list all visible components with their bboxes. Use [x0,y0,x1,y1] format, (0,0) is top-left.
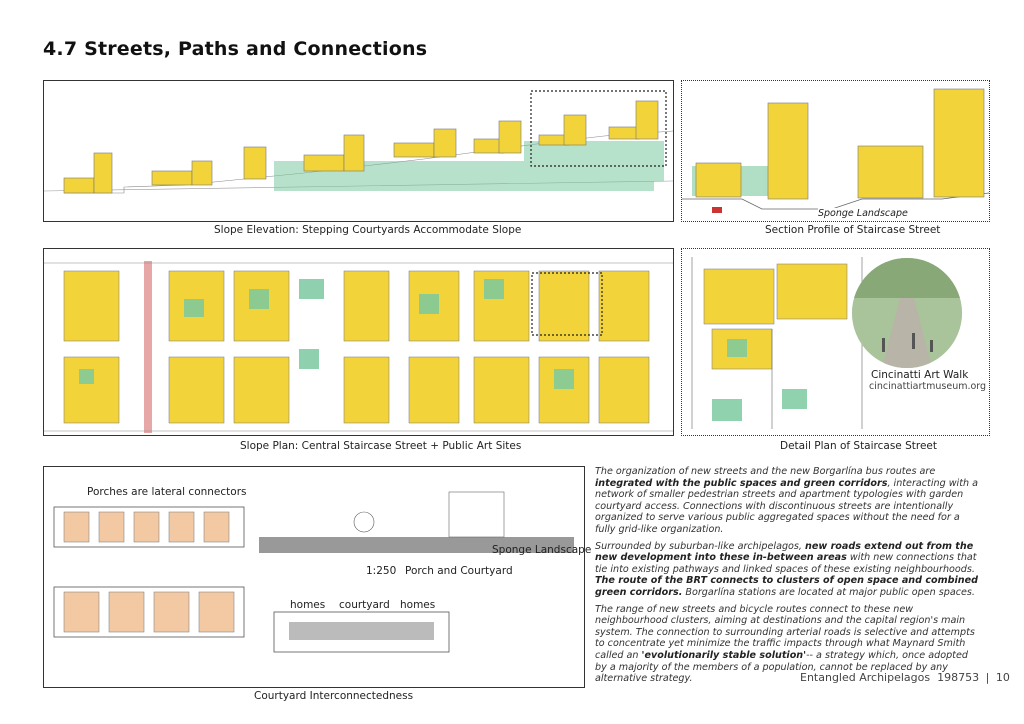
footer-id: 198753 [937,671,980,684]
courtyard-label: courtyard [339,599,390,611]
paragraph-2: Surrounded by suburban-like archipelagos, new roads extend out from the new development into these in-between areas with new connections that tie into existing pathways and linked spaces of these existing neighbourhoods. The route of the BRT connects to clusters of open space and combined green corridors. Borgarlína stations are located at major public open spaces. [595,540,978,598]
sponge-landscape-section-label: Sponge Landscape [818,208,908,219]
paragraph-3: The range of new streets and bicycle routes connect to these new neighbourhood clusters, aiming at destinations and the capital region's main system. The connection to surrounding arterial roads is selective and attempts to concentrate yet minimize the traffic impacts through what Maynard Smith called an 'evolutionarily stable solution'-- a strategy which, once adopted by a majority of the members of a population, cannot be replaced by any alternative strategy. [595,603,975,685]
page-title: 4.7 Streets, Paths and Connections [43,38,428,60]
courtyard-caption: Courtyard Interconnectedness [254,690,414,702]
body-text [595,466,980,690]
photo-source: cincinattiartmuseum.org [869,381,987,392]
slope-elevation-caption: Slope Elevation: Stepping Courtyards Accommodate Slope [214,224,522,236]
porch-courtyard-label: Porch and Courtyard [405,565,513,577]
footer-page: 10 [995,671,1010,684]
courtyard-interconnectedness-panel [43,466,585,688]
sponge-landscape-porch-label: Sponge Landscape [492,544,592,556]
footer-project: Entangled Archipelagos [800,671,931,684]
footer [800,671,1010,684]
detail-plan-caption: Detail Plan of Staircase Street [780,440,938,452]
paragraph-1: The organization of new streets and the new Borgarlína bus routes are integrated with the public spaces and green corridors, interacting with a network of smaller pedestrian streets and apartment typologies with garden courtyard access. Connections with discontinuous streets are intentionally organized to serve various public aggregated spaces without the need for a fully grid-like organization. [595,466,978,535]
section-profile-drawing [681,80,990,222]
homes-left-label: homes [290,599,326,611]
photo-title: Cincinatti Art Walk [871,369,969,381]
porches-label: Porches are lateral connectors [87,486,247,498]
slope-elevation-drawing [43,80,674,222]
slope-plan-drawing [43,248,674,436]
homes-right-label: homes [400,599,436,611]
section-profile-caption: Section Profile of Staircase Street [765,224,941,236]
slope-plan-caption: Slope Plan: Central Staircase Street + Public Art Sites [240,440,522,452]
footer-separator: | [985,671,990,684]
scale-label: 1:250 [366,565,397,577]
art-walk-photo [852,258,962,368]
